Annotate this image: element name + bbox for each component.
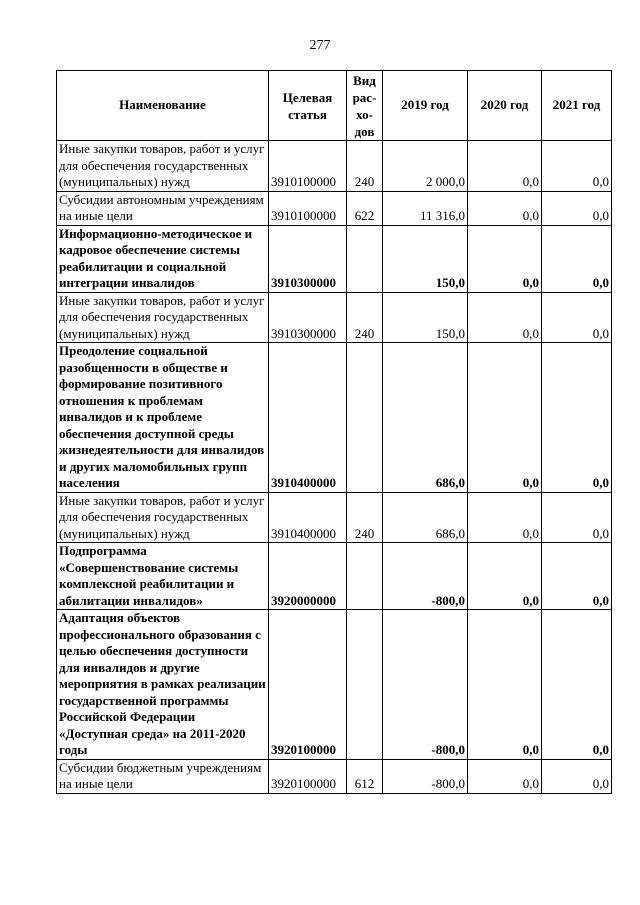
table-header-row [57,71,612,141]
row-2019-cell: -800,0 [383,759,468,793]
table-row [57,610,612,760]
table-row [57,759,612,793]
row-2021-cell: 0,0 [542,191,612,225]
row-name-cell: Подпрограмма «Совершенствование системы комплексной реабилитации и абилитации инвалидов» [57,543,269,610]
header-2021: 2021 год [542,71,612,141]
row-2019-cell: 150,0 [383,292,468,343]
row-2020-cell: 0,0 [468,191,542,225]
row-2019-cell: 2 000,0 [383,141,468,192]
row-2021-cell: 0,0 [542,610,612,760]
row-2019-cell: 150,0 [383,225,468,292]
row-2021-cell: 0,0 [542,543,612,610]
row-code-cell: 3920000000 [269,543,347,610]
row-vid-cell [347,610,383,760]
row-2020-cell: 0,0 [468,343,542,493]
table-row [57,141,612,192]
row-vid-cell [347,225,383,292]
row-name-cell: Иные закупки товаров, работ и услуг для обеспечения государственных (муниципальных) нужд [57,141,269,192]
row-2021-cell: 0,0 [542,225,612,292]
row-name-cell: Адаптация объектов профессионального образования с целью обеспечения доступности для инвалидов и другие мероприятия в рамках реализации государственной программы Российской Федерации «Доступная среда» на 2011-2020 годы [57,610,269,760]
row-2020-cell: 0,0 [468,225,542,292]
table-row [57,543,612,610]
header-2020: 2020 год [468,71,542,141]
header-vid: Вид рас-хо-дов [347,71,383,141]
row-name-cell: Субсидии бюджетным учреждениям на иные цели [57,759,269,793]
row-code-cell: 3910300000 [269,225,347,292]
table-row [57,292,612,343]
row-vid-cell: 612 [347,759,383,793]
row-vid-cell [347,343,383,493]
table-row [57,225,612,292]
row-name-cell: Иные закупки товаров, работ и услуг для обеспечения государственных (муниципальных) нужд [57,292,269,343]
row-2020-cell: 0,0 [468,543,542,610]
row-code-cell: 3910100000 [269,191,347,225]
budget-table [56,70,612,794]
page-number: 277 [309,38,331,53]
row-2021-cell: 0,0 [542,141,612,192]
table-row [57,492,612,543]
row-2019-cell: 686,0 [383,492,468,543]
header-name: Наименование [57,71,269,141]
row-vid-cell: 240 [347,292,383,343]
row-code-cell: 3910300000 [269,292,347,343]
row-vid-cell: 240 [347,141,383,192]
row-name-cell: Информационно-методическое и кадровое обеспечение системы реабилитации и социальной интеграции инвалидов [57,225,269,292]
row-2020-cell: 0,0 [468,610,542,760]
table-body [57,141,612,794]
row-2020-cell: 0,0 [468,141,542,192]
row-2021-cell: 0,0 [542,343,612,493]
row-2021-cell: 0,0 [542,759,612,793]
row-code-cell: 3910400000 [269,492,347,543]
row-2020-cell: 0,0 [468,492,542,543]
header-code: Целевая статья [269,71,347,141]
row-2019-cell: 686,0 [383,343,468,493]
row-2019-cell: 11 316,0 [383,191,468,225]
row-vid-cell: 240 [347,492,383,543]
header-2019: 2019 год [383,71,468,141]
table-row [57,191,612,225]
row-name-cell: Преодоление социальной разобщенности в обществе и формирование позитивного отношения к проблемам инвалидов и к проблеме обеспечения доступной среды жизнедеятельности для инвалидов и других маломобильных групп населения [57,343,269,493]
row-2020-cell: 0,0 [468,759,542,793]
row-code-cell: 3910400000 [269,343,347,493]
row-2019-cell: -800,0 [383,610,468,760]
row-code-cell: 3920100000 [269,759,347,793]
row-2021-cell: 0,0 [542,492,612,543]
row-name-cell: Иные закупки товаров, работ и услуг для обеспечения государственных (муниципальных) нужд [57,492,269,543]
row-2019-cell: -800,0 [383,543,468,610]
row-name-cell: Субсидии автономным учреждениям на иные цели [57,191,269,225]
row-code-cell: 3920100000 [269,610,347,760]
table-row [57,343,612,493]
row-2021-cell: 0,0 [542,292,612,343]
row-vid-cell [347,543,383,610]
row-2020-cell: 0,0 [468,292,542,343]
row-vid-cell: 622 [347,191,383,225]
row-code-cell: 3910100000 [269,141,347,192]
